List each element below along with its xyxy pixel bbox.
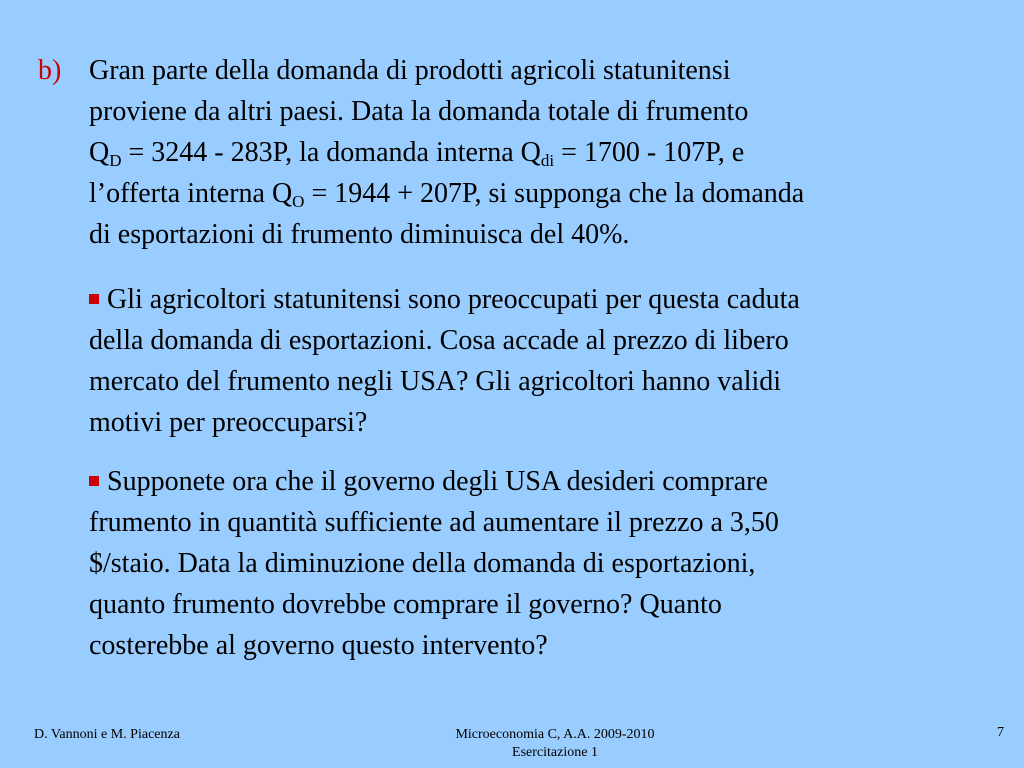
bullet-question-1: [89, 279, 989, 443]
footer-course-info: [330, 726, 780, 762]
item-marker: b): [38, 55, 62, 86]
page-number: 7: [997, 725, 1004, 740]
bullet-text: Gli agricoltori statunitensi sono preoccupati per questa caduta: [107, 284, 800, 315]
text-segment: = 3244 - 283P, la domanda interna Q: [121, 137, 541, 168]
text-line: della domanda di esportazioni. Cosa accade al prezzo di libero: [89, 325, 789, 356]
text-line: $/staio. Data la diminuzione della domanda di esportazioni,: [89, 548, 756, 579]
text-line: costerebbe al governo questo intervento?: [89, 630, 548, 661]
text-line: di esportazioni di frumento diminuisca del 40%.: [89, 219, 630, 250]
text-line: [89, 461, 989, 502]
text-line: frumento in quantità sufficiente ad aumentare il prezzo a 3,50: [89, 507, 779, 538]
text-segment: l’offerta interna Q: [89, 178, 293, 209]
text-line: proviene da altri paesi. Data la domanda totale di frumento: [89, 96, 749, 127]
q-symbol: Q: [89, 137, 110, 168]
text-segment: = 1944 + 207P, si supponga che la domanda: [304, 178, 805, 209]
text-line: [89, 279, 989, 320]
subscript-o: O: [292, 192, 305, 211]
footer-course: Microeconomia C, A.A. 2009-2010: [455, 727, 655, 742]
subscript-di: di: [540, 151, 555, 170]
text-line: mercato del frumento negli USA? Gli agricoltori hanno validi: [89, 366, 782, 397]
bullet-question-2: [89, 461, 989, 666]
text-line: Gran parte della domanda di prodotti agricoli statunitensi: [89, 55, 731, 86]
square-bullet-icon: [89, 294, 99, 304]
demand-equations-line: [89, 132, 989, 173]
exercise-text: [89, 50, 989, 255]
text-segment: = 1700 - 107P, e: [554, 137, 745, 168]
footer-session: Esercitazione 1: [512, 745, 598, 760]
bullet-text: Supponete ora che il governo degli USA desideri comprare: [107, 466, 768, 497]
supply-equation-line: [89, 173, 989, 214]
footer-authors: D. Vannoni e M. Piacenza: [34, 727, 180, 742]
square-bullet-icon: [89, 476, 99, 486]
subscript-d: D: [109, 151, 122, 170]
text-line: quanto frumento dovrebbe comprare il governo? Quanto: [89, 589, 722, 620]
text-line: motivi per preoccuparsi?: [89, 407, 368, 438]
